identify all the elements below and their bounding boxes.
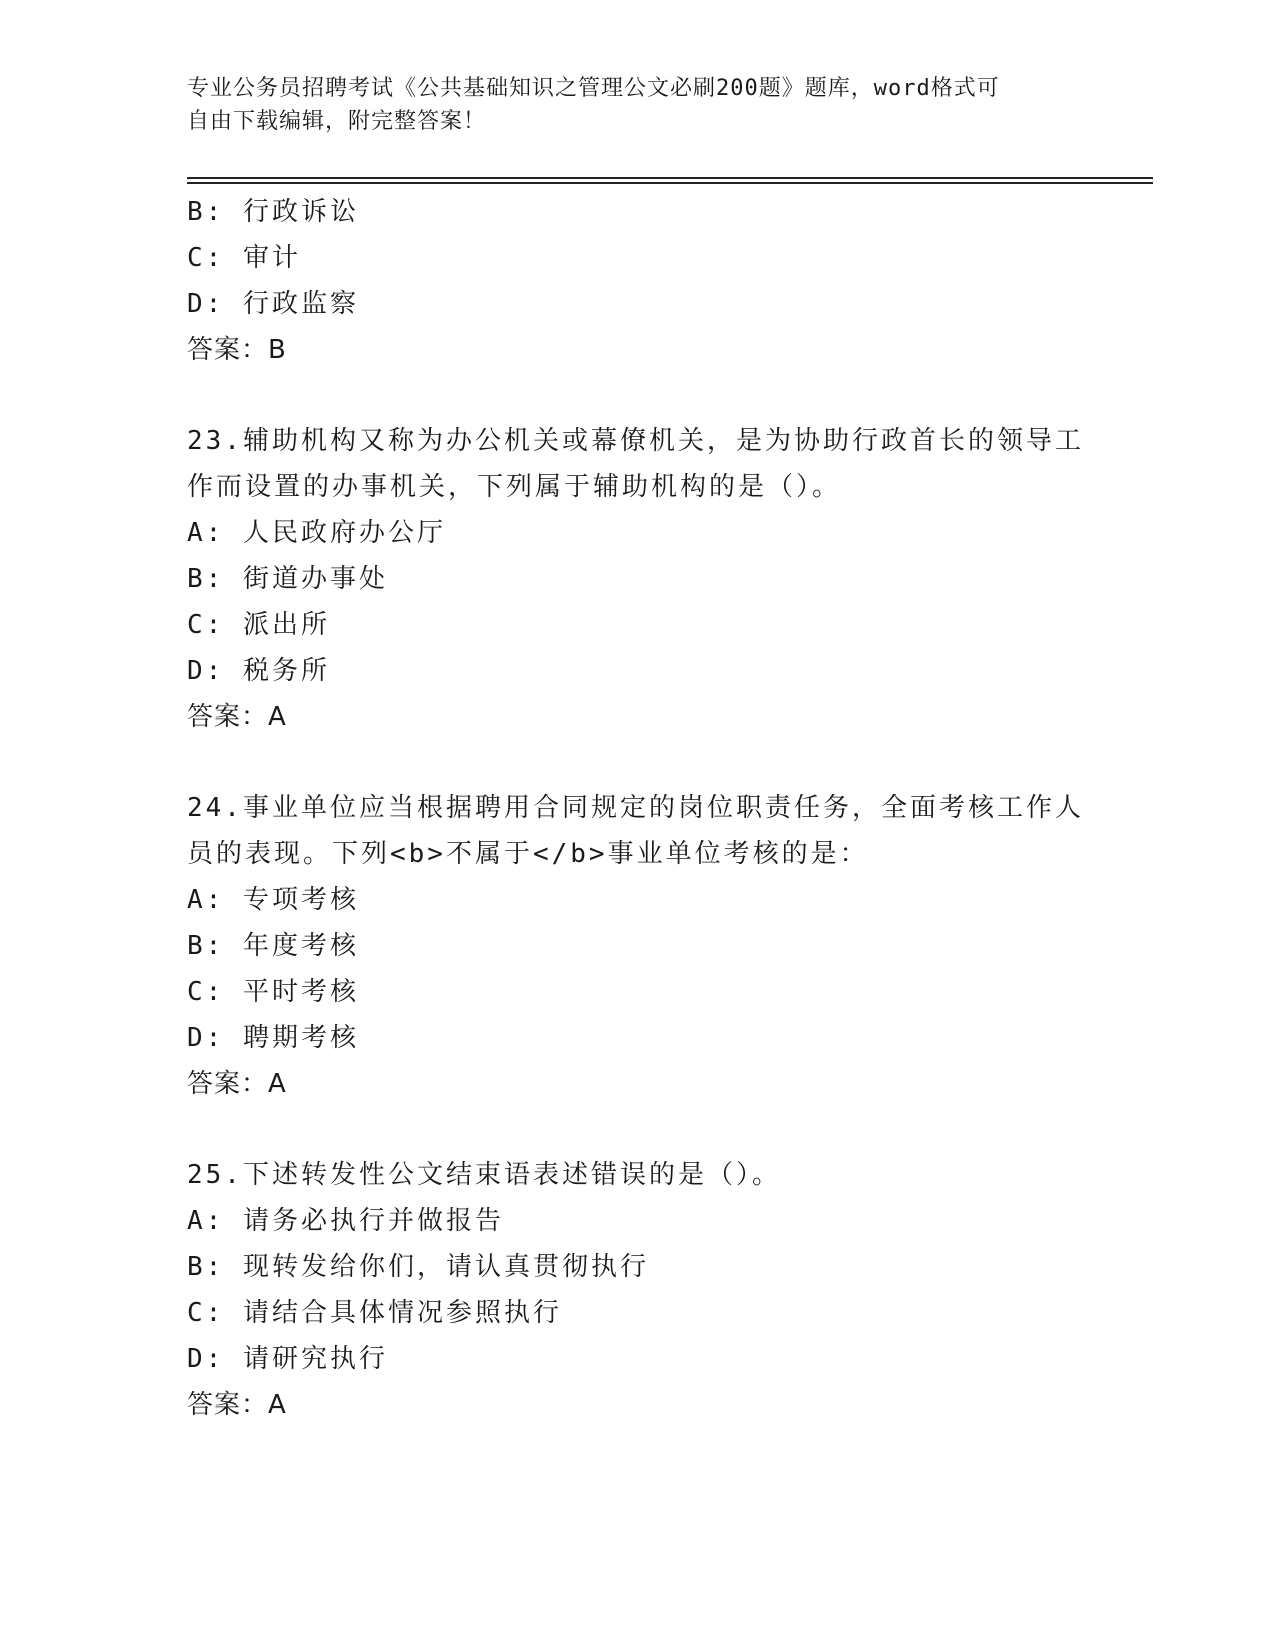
option-c: C: 派出所 bbox=[187, 610, 330, 640]
option-d: D: 行政监察 bbox=[187, 289, 359, 319]
question-22 bbox=[187, 189, 1087, 373]
header-divider-bottom bbox=[187, 182, 1153, 184]
answer: 答案：A bbox=[187, 1069, 287, 1099]
option-d: D: 请研究执行 bbox=[187, 1344, 388, 1374]
question-list bbox=[187, 189, 1087, 1428]
question-text-line-1: 23.辅助机构又称为办公机关或幕僚机关，是为协助行政首长的领导工 bbox=[187, 426, 1084, 456]
option-c: C: 请结合具体情况参照执行 bbox=[187, 1298, 562, 1328]
option-c: C: 平时考核 bbox=[187, 977, 359, 1007]
question-24 bbox=[187, 785, 1087, 1107]
option-a: A: 请务必执行并做报告 bbox=[187, 1206, 504, 1236]
option-c: C: 审计 bbox=[187, 243, 301, 273]
option-b: B: 年度考核 bbox=[187, 931, 359, 961]
answer: 答案：B bbox=[187, 335, 287, 365]
question-text-line-1: 24.事业单位应当根据聘用合同规定的岗位职责任务，全面考核工作人 bbox=[187, 793, 1084, 823]
answer: 答案：A bbox=[187, 1390, 287, 1420]
option-a: A: 专项考核 bbox=[187, 885, 359, 915]
option-b: B: 现转发给你们，请认真贯彻执行 bbox=[187, 1252, 649, 1282]
header-line-1: 专业公务员招聘考试《公共基础知识之管理公文必刷200题》题库，word格式可 bbox=[187, 76, 1000, 101]
option-b: B: 行政诉讼 bbox=[187, 197, 359, 227]
header-divider-top bbox=[187, 177, 1153, 179]
option-a: A: 人民政府办公厅 bbox=[187, 518, 446, 548]
question-text-line-2: 员的表现。下列<b>不属于</b>事业单位考核的是： bbox=[187, 839, 869, 869]
document-header bbox=[187, 72, 1067, 138]
header-line-2: 自由下载编辑，附完整答案！ bbox=[187, 109, 487, 134]
answer: 答案：A bbox=[187, 702, 287, 732]
option-d: D: 聘期考核 bbox=[187, 1023, 359, 1053]
question-text-line-2: 作而设置的办事机关，下列属于辅助机构的是（）。 bbox=[187, 472, 842, 502]
question-23 bbox=[187, 418, 1087, 740]
question-25 bbox=[187, 1152, 1087, 1428]
option-b: B: 街道办事处 bbox=[187, 564, 388, 594]
option-d: D: 税务所 bbox=[187, 656, 330, 686]
question-text-line-1: 25.下述转发性公文结束语表述错误的是（）。 bbox=[187, 1160, 781, 1190]
